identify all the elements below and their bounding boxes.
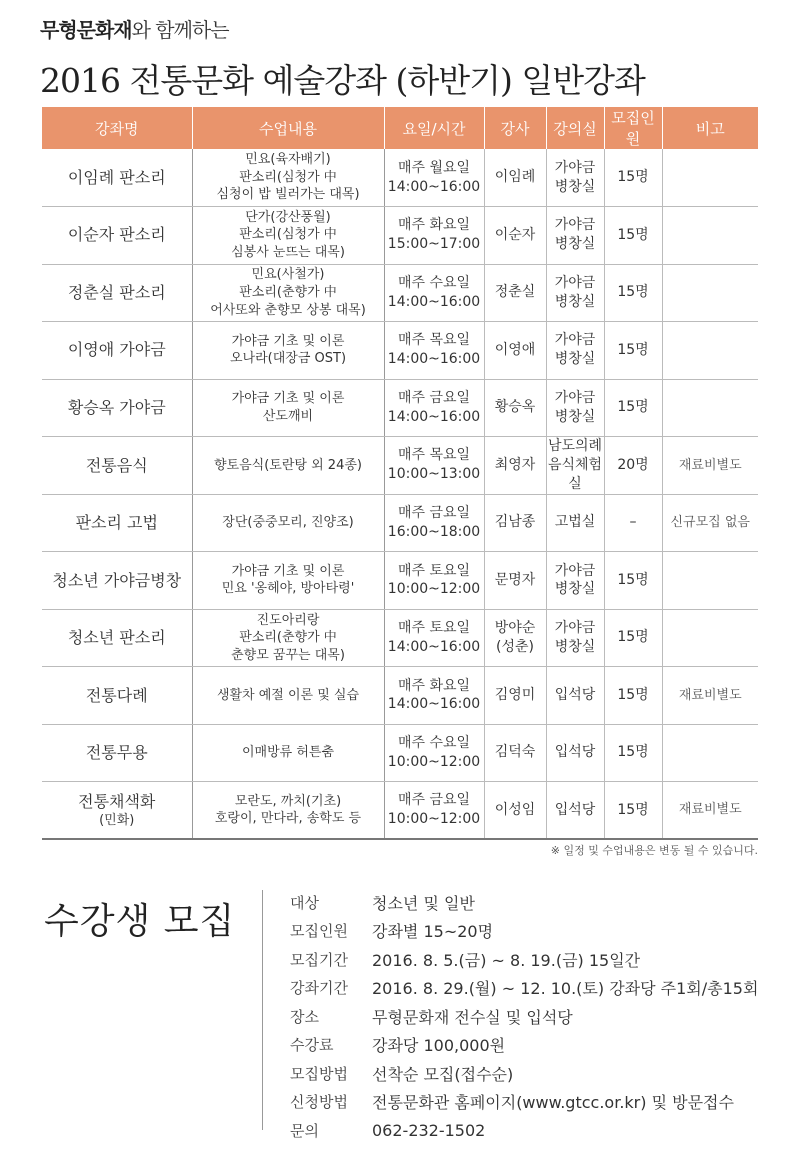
course-time-line: 매주 금요일 xyxy=(397,792,471,809)
course-time-line: 16:00~18:00 xyxy=(387,523,481,540)
course-teacher xyxy=(484,609,546,667)
course-capacity: 15명 xyxy=(604,667,662,725)
course-content xyxy=(192,494,384,552)
course-content-line: 호랑이, 만다라, 송학도 등 xyxy=(214,811,362,827)
course-time xyxy=(384,149,484,207)
course-room-line: 입석당 xyxy=(554,801,596,818)
info-row xyxy=(290,974,758,1003)
course-content-line: 오나라(대장금 OST) xyxy=(229,351,347,367)
course-time-line: 매주 금요일 xyxy=(397,389,471,406)
col-header-name: 강좌명 xyxy=(42,107,192,149)
course-note: 신규모집 없음 xyxy=(662,494,758,552)
table-body xyxy=(42,149,758,839)
course-note xyxy=(662,609,758,667)
info-label: 장소 xyxy=(290,1007,319,1026)
course-note xyxy=(662,379,758,437)
course-name xyxy=(42,724,192,782)
course-note xyxy=(662,149,758,207)
org-name: 무형문화재 xyxy=(40,18,132,42)
course-time xyxy=(384,437,484,495)
info-value: 전통문화관 홈페이지(www.gtcc.or.kr) 및 방문접수 xyxy=(372,1093,734,1113)
course-content-line: 장단(중중모리, 진양조) xyxy=(222,515,354,531)
info-row xyxy=(290,1031,758,1060)
info-row xyxy=(290,1116,758,1145)
course-name-text: 전통다례 xyxy=(85,685,148,705)
course-room xyxy=(546,264,604,322)
course-time-line: 매주 월요일 xyxy=(397,159,471,176)
course-teacher xyxy=(484,782,546,840)
course-room-line: 병창실 xyxy=(554,236,596,253)
info-value: 2016. 8. 5.(금) ~ 8. 19.(금) 15일간 xyxy=(372,950,641,970)
course-time-line: 14:00~16:00 xyxy=(387,178,481,195)
course-time-line: 15:00~17:00 xyxy=(387,236,481,253)
course-name xyxy=(42,609,192,667)
col-header-capacity: 모집인원 xyxy=(604,107,662,149)
info-row xyxy=(290,888,758,917)
course-content xyxy=(192,322,384,380)
course-time-line: 14:00~16:00 xyxy=(387,293,481,310)
course-name-text: 이순자 판소리 xyxy=(67,225,166,245)
course-room-line: 남도의례 xyxy=(547,438,603,454)
course-name-text: 전통채색화 xyxy=(78,791,156,811)
course-teacher xyxy=(484,552,546,610)
course-name xyxy=(42,552,192,610)
course-note xyxy=(662,322,758,380)
course-room-line: 병창실 xyxy=(554,293,596,310)
col-header-content: 수업내용 xyxy=(192,107,384,149)
course-name xyxy=(42,207,192,265)
course-name-text: 전통음식 xyxy=(85,455,148,475)
course-name-text: 황승옥 가야금 xyxy=(67,397,166,417)
table-row xyxy=(42,609,758,667)
course-content-line: 어사또와 춘향모 상봉 대목) xyxy=(210,302,366,318)
course-room xyxy=(546,322,604,380)
course-teacher-line: (성춘) xyxy=(496,638,534,655)
course-room xyxy=(546,437,604,495)
table-row xyxy=(42,437,758,495)
course-capacity: 15명 xyxy=(604,724,662,782)
course-name-text: 이임례 판소리 xyxy=(67,167,166,187)
course-teacher-line: 최영자 xyxy=(494,456,536,473)
info-value: 청소년 및 일반 xyxy=(372,893,475,913)
course-content-line: 판소리(심청가 中 xyxy=(239,169,337,185)
course-content-line: 가야금 기초 및 이론 xyxy=(231,563,345,579)
course-time xyxy=(384,667,484,725)
table-row xyxy=(42,207,758,265)
page-title: 2016 전통문화 예술강좌 (하반기) 일반강좌 xyxy=(40,61,645,100)
course-time-line: 14:00~16:00 xyxy=(387,408,481,425)
course-room-line: 가야금 xyxy=(554,159,596,176)
course-name-text: 청소년 가야금병창 xyxy=(52,570,182,590)
course-teacher xyxy=(484,207,546,265)
course-time-line: 매주 금요일 xyxy=(397,505,471,522)
course-room-line: 입석당 xyxy=(554,744,596,761)
course-note xyxy=(662,724,758,782)
info-label: 문의 xyxy=(290,1121,319,1140)
table-row xyxy=(42,724,758,782)
course-content-line: 심봉사 눈뜨는 대목) xyxy=(231,245,345,261)
course-content-line: 진도아리랑 xyxy=(256,612,320,628)
col-header-teacher: 강사 xyxy=(484,107,546,149)
notice-text: ※ 일정 및 수업내용은 변동 될 수 있습니다. xyxy=(550,844,758,857)
recruit-info-list xyxy=(290,888,758,1145)
course-capacity: 15명 xyxy=(604,149,662,207)
info-value: 강좌당 100,000원 xyxy=(372,1036,506,1056)
course-teacher xyxy=(484,437,546,495)
course-time xyxy=(384,207,484,265)
course-content-line: 생활차 예절 이론 및 실습 xyxy=(216,687,360,703)
course-content-line: 산도깨비 xyxy=(262,408,314,424)
table-row xyxy=(42,782,758,840)
course-room-line: 병창실 xyxy=(554,581,596,598)
course-content-line: 가야금 기초 및 이론 xyxy=(231,333,345,349)
col-header-note: 비고 xyxy=(662,107,758,149)
course-room-line: 가야금 xyxy=(554,274,596,291)
info-row xyxy=(290,1059,758,1088)
course-content-line: 민요 '옹헤야, 방아타령' xyxy=(221,581,355,597)
course-name-text: 판소리 고법 xyxy=(75,513,158,533)
course-content-line: 이매방류 허튼춤 xyxy=(241,745,335,761)
course-time xyxy=(384,379,484,437)
course-teacher xyxy=(484,724,546,782)
course-time-line: 매주 토요일 xyxy=(397,562,471,579)
table-row xyxy=(42,149,758,207)
info-value: 강좌별 15~20명 xyxy=(372,922,494,942)
table-row xyxy=(42,552,758,610)
course-teacher xyxy=(484,494,546,552)
course-time xyxy=(384,609,484,667)
course-content xyxy=(192,552,384,610)
course-room-line: 가야금 xyxy=(554,562,596,579)
course-name xyxy=(42,322,192,380)
course-content-line: 단가(강산풍월) xyxy=(245,209,331,225)
course-room xyxy=(546,782,604,840)
info-value: 선착순 모집(접수순) xyxy=(372,1064,514,1084)
course-capacity: 15명 xyxy=(604,609,662,667)
table-header-row xyxy=(42,107,758,149)
course-capacity: 15명 xyxy=(604,379,662,437)
course-time-line: 14:00~16:00 xyxy=(387,696,481,713)
course-name-sub: (민화) xyxy=(99,813,135,829)
table-row xyxy=(42,667,758,725)
col-header-time: 요일/시간 xyxy=(384,107,484,149)
subtitle xyxy=(40,14,645,43)
course-content-line: 가야금 기초 및 이론 xyxy=(231,391,345,407)
course-room-line: 가야금 xyxy=(554,620,596,637)
course-room-line: 음식체험실 xyxy=(547,456,603,492)
course-content-line: 모란도, 까치(기초) xyxy=(234,793,342,809)
info-label: 모집기간 xyxy=(290,950,348,969)
course-content-line: 판소리(심청가 中 xyxy=(239,227,337,243)
course-name xyxy=(42,149,192,207)
course-content-line: 춘향모 꿈꾸는 대목) xyxy=(231,647,345,663)
table-row xyxy=(42,494,758,552)
info-value: 무형문화재 전수실 및 입석당 xyxy=(372,1007,573,1027)
course-room-line: 고법실 xyxy=(554,514,596,531)
course-content xyxy=(192,437,384,495)
course-time-line: 매주 수요일 xyxy=(397,735,471,752)
info-row xyxy=(290,1088,758,1117)
course-content xyxy=(192,667,384,725)
course-teacher-line: 문명자 xyxy=(494,571,536,588)
course-note xyxy=(662,552,758,610)
course-room xyxy=(546,667,604,725)
course-content xyxy=(192,724,384,782)
course-room xyxy=(546,379,604,437)
info-row xyxy=(290,1002,758,1031)
course-teacher-line: 이순자 xyxy=(494,226,536,243)
course-time-line: 10:00~12:00 xyxy=(387,581,481,598)
course-teacher-line: 황승옥 xyxy=(494,399,536,416)
course-note: 재료비별도 xyxy=(662,667,758,725)
course-teacher-line: 정춘실 xyxy=(494,284,536,301)
course-time xyxy=(384,724,484,782)
course-content xyxy=(192,782,384,840)
divider xyxy=(262,890,263,1130)
course-capacity: – xyxy=(604,494,662,552)
table-row xyxy=(42,379,758,437)
course-room xyxy=(546,724,604,782)
course-name xyxy=(42,667,192,725)
info-label: 수강료 xyxy=(290,1036,334,1055)
info-label: 대상 xyxy=(290,893,319,912)
info-label: 모집인원 xyxy=(290,922,348,941)
course-time xyxy=(384,782,484,840)
course-teacher-line: 이성임 xyxy=(494,801,536,818)
course-content-line: 향토음식(토란탕 외 24종) xyxy=(214,457,362,473)
course-capacity: 15명 xyxy=(604,552,662,610)
info-value: 2016. 8. 29.(월) ~ 12. 10.(토) 강좌당 주1회/총15회 xyxy=(372,979,759,999)
course-room-line: 가야금 xyxy=(554,389,596,406)
course-content-line: 심청이 밥 빌러가는 대목) xyxy=(216,187,360,203)
recruit-title: 수강생 모집 xyxy=(44,901,236,942)
info-label: 강좌기간 xyxy=(290,979,348,998)
info-row xyxy=(290,945,758,974)
course-teacher-line: 이임례 xyxy=(494,169,536,186)
course-room xyxy=(546,149,604,207)
course-name-text: 전통무용 xyxy=(85,743,148,763)
course-time-line: 10:00~13:00 xyxy=(387,466,481,483)
course-name-text: 이영애 가야금 xyxy=(67,340,166,360)
course-content xyxy=(192,264,384,322)
course-content-line: 민요(사철가) xyxy=(251,267,325,283)
org-suffix: 와 함께하는 xyxy=(131,18,229,42)
course-time xyxy=(384,264,484,322)
course-time xyxy=(384,552,484,610)
course-capacity: 15명 xyxy=(604,322,662,380)
table-row xyxy=(42,264,758,322)
course-name xyxy=(42,782,192,840)
course-content-line: 민요(육자배기) xyxy=(245,152,331,168)
course-time-line: 매주 화요일 xyxy=(397,677,471,694)
info-value: 062-232-1502 xyxy=(372,1120,486,1140)
course-name xyxy=(42,494,192,552)
info-label: 신청방법 xyxy=(290,1093,348,1112)
course-room-line: 가야금 xyxy=(554,332,596,349)
course-time xyxy=(384,322,484,380)
course-room-line: 병창실 xyxy=(554,351,596,368)
course-teacher xyxy=(484,667,546,725)
course-room xyxy=(546,552,604,610)
course-time-line: 10:00~12:00 xyxy=(387,753,481,770)
course-room xyxy=(546,609,604,667)
course-name xyxy=(42,264,192,322)
course-time xyxy=(384,494,484,552)
course-content-line: 판소리(춘향가 中 xyxy=(239,284,337,300)
course-teacher xyxy=(484,322,546,380)
course-time-line: 매주 화요일 xyxy=(397,217,471,234)
info-row xyxy=(290,917,758,946)
course-capacity: 15명 xyxy=(604,782,662,840)
course-room-line: 병창실 xyxy=(554,638,596,655)
course-name-text: 정춘실 판소리 xyxy=(67,282,166,302)
course-content xyxy=(192,609,384,667)
course-content xyxy=(192,149,384,207)
course-capacity: 15명 xyxy=(604,264,662,322)
course-teacher-line: 김덕숙 xyxy=(494,744,536,761)
course-teacher-line: 이영애 xyxy=(494,341,536,358)
course-room-line: 병창실 xyxy=(554,408,596,425)
course-teacher xyxy=(484,149,546,207)
course-note xyxy=(662,207,758,265)
col-header-room: 강의실 xyxy=(546,107,604,149)
course-time-line: 매주 수요일 xyxy=(397,274,471,291)
course-content-line: 판소리(춘향가 中 xyxy=(239,630,337,646)
course-time-line: 14:00~16:00 xyxy=(387,351,481,368)
course-teacher xyxy=(484,264,546,322)
course-capacity: 20명 xyxy=(604,437,662,495)
course-content xyxy=(192,379,384,437)
course-teacher xyxy=(484,379,546,437)
course-room-line: 병창실 xyxy=(554,178,596,195)
course-time-line: 10:00~12:00 xyxy=(387,811,481,828)
course-time-line: 매주 목요일 xyxy=(397,332,471,349)
course-teacher-line: 김남종 xyxy=(494,514,536,531)
course-teacher-line: 김영미 xyxy=(494,686,536,703)
course-time-line: 14:00~16:00 xyxy=(387,638,481,655)
course-capacity: 15명 xyxy=(604,207,662,265)
course-content xyxy=(192,207,384,265)
course-teacher-line: 방야순 xyxy=(494,620,536,637)
course-table xyxy=(42,107,758,840)
course-room-line: 입석당 xyxy=(554,686,596,703)
course-time-line: 매주 목요일 xyxy=(397,447,471,464)
course-room xyxy=(546,494,604,552)
course-room xyxy=(546,207,604,265)
course-note xyxy=(662,264,758,322)
course-name-text: 청소년 판소리 xyxy=(67,628,166,648)
course-name xyxy=(42,437,192,495)
course-note: 재료비별도 xyxy=(662,782,758,840)
course-note: 재료비별도 xyxy=(662,437,758,495)
course-time-line: 매주 토요일 xyxy=(397,620,471,637)
table-row xyxy=(42,322,758,380)
course-name xyxy=(42,379,192,437)
page-header xyxy=(40,14,645,102)
info-label: 모집방법 xyxy=(290,1064,348,1083)
course-room-line: 가야금 xyxy=(554,217,596,234)
